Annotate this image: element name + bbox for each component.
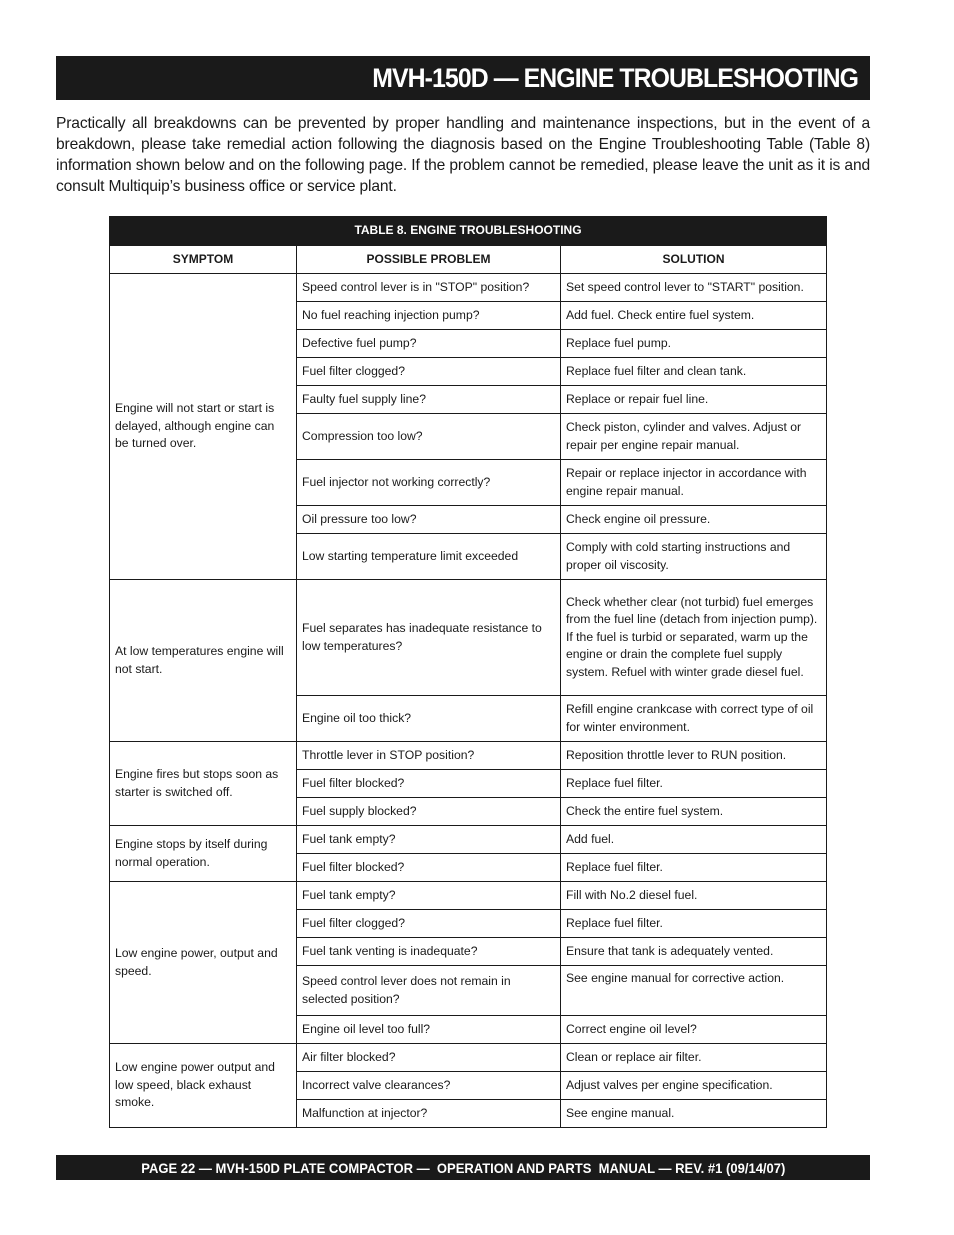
problem-cell: Engine oil level too full?: [297, 1016, 561, 1044]
problem-cell: Fuel filter blocked?: [297, 854, 561, 882]
problem-cell: Fuel tank empty?: [297, 882, 561, 910]
column-header-solution: SOLUTION: [561, 246, 827, 274]
solution-cell: Repair or replace injector in accordance with engine repair manual.: [561, 460, 827, 506]
problem-cell: Fuel tank venting is inadequate?: [297, 938, 561, 966]
problem-cell: Fuel filter clogged?: [297, 358, 561, 386]
solution-cell: Ensure that tank is adequately vented.: [561, 938, 827, 966]
problem-cell: Malfunction at injector?: [297, 1100, 561, 1128]
solution-cell: Fill with No.2 diesel fuel.: [561, 882, 827, 910]
problem-cell: Fuel injector not working correctly?: [297, 460, 561, 506]
solution-cell: Replace fuel filter.: [561, 910, 827, 938]
problem-cell: Air filter blocked?: [297, 1044, 561, 1072]
solution-cell: Refill engine crankcase with correct type of oil for winter environment.: [561, 696, 827, 742]
problem-cell: Speed control lever is in "STOP" position?: [297, 274, 561, 302]
solution-cell: See engine manual.: [561, 1100, 827, 1128]
solution-cell: Set speed control lever to "START" position.: [561, 274, 827, 302]
problem-cell: Defective fuel pump?: [297, 330, 561, 358]
symptom-cell: At low temperatures engine will not start.: [110, 580, 297, 742]
problem-cell: Speed control lever does not remain in selected position?: [297, 966, 561, 1016]
solution-cell: Check whether clear (not turbid) fuel emerges from the fuel line (detach from injection pump). If the fuel is turbid or separated, warm up the engine or drain the complete fuel supply system. Refuel with winter grade diesel fuel.: [561, 580, 827, 696]
problem-cell: Compression too low?: [297, 414, 561, 460]
symptom-cell: Engine stops by itself during normal operation.: [110, 826, 297, 882]
solution-cell: Add fuel. Check entire fuel system.: [561, 302, 827, 330]
symptom-cell: Low engine power, output and speed.: [110, 882, 297, 1044]
table-row: [110, 742, 827, 770]
solution-cell: Check engine oil pressure.: [561, 506, 827, 534]
table-row: [110, 882, 827, 910]
solution-cell: Replace fuel pump.: [561, 330, 827, 358]
solution-cell: Check the entire fuel system.: [561, 798, 827, 826]
problem-cell: Fuel filter clogged?: [297, 910, 561, 938]
symptom-cell: Engine will not start or start is delayed, although engine can be turned over.: [110, 274, 297, 580]
column-header-possible-problem: POSSIBLE PROBLEM: [297, 246, 561, 274]
problem-cell: Oil pressure too low?: [297, 506, 561, 534]
problem-cell: Throttle lever in STOP position?: [297, 742, 561, 770]
troubleshooting-table: [109, 216, 827, 1128]
solution-cell: Replace fuel filter.: [561, 854, 827, 882]
table-row: [110, 826, 827, 854]
problem-cell: Low starting temperature limit exceeded: [297, 534, 561, 580]
column-header-symptom: SYMPTOM: [110, 246, 297, 274]
solution-cell: Replace fuel filter and clean tank.: [561, 358, 827, 386]
symptom-cell: Low engine power output and low speed, black exhaust smoke.: [110, 1044, 297, 1128]
solution-cell: Correct engine oil level?: [561, 1016, 827, 1044]
problem-cell: Fuel tank empty?: [297, 826, 561, 854]
solution-cell: See engine manual for corrective action.: [561, 966, 827, 1016]
solution-cell: Clean or replace air filter.: [561, 1044, 827, 1072]
page-title-bar: [56, 56, 870, 100]
table-row: [110, 580, 827, 696]
problem-cell: Faulty fuel supply line?: [297, 386, 561, 414]
solution-cell: Comply with cold starting instructions and proper oil viscosity.: [561, 534, 827, 580]
problem-cell: No fuel reaching injection pump?: [297, 302, 561, 330]
solution-cell: Reposition throttle lever to RUN position.: [561, 742, 827, 770]
solution-cell: Add fuel.: [561, 826, 827, 854]
page-footer-bar: [56, 1155, 870, 1180]
solution-cell: Adjust valves per engine specification.: [561, 1072, 827, 1100]
page-title: MVH-150D — ENGINE TROUBLESHOOTING: [372, 62, 858, 93]
solution-cell: Replace or repair fuel line.: [561, 386, 827, 414]
symptom-cell: Engine fires but stops soon as starter is switched off.: [110, 742, 297, 826]
table-row: [110, 1044, 827, 1072]
intro-paragraph: Practically all breakdowns can be prevented by proper handling and maintenance inspections, but in the event of a breakdown, please take remedial action following the diagnosis based on the Engine Troubleshooting Table (Table 8) information shown below and on the following page. If the problem cannot be remedied, please leave the unit as it is and consult Multiquip’s business office or service plant.: [56, 115, 870, 195]
problem-cell: Fuel separates has inadequate resistance to low temperatures?: [297, 580, 561, 696]
solution-cell: Check piston, cylinder and valves. Adjust or repair per engine repair manual.: [561, 414, 827, 460]
problem-cell: Fuel supply blocked?: [297, 798, 561, 826]
solution-cell: Replace fuel filter.: [561, 770, 827, 798]
table-row: [110, 274, 827, 302]
problem-cell: Fuel filter blocked?: [297, 770, 561, 798]
page-footer: PAGE 22 — MVH-150D PLATE COMPACTOR — OPERATION AND PARTS MANUAL — REV. #1 (09/14/07): [140, 1159, 786, 1176]
problem-cell: Engine oil too thick?: [297, 696, 561, 742]
table-caption: TABLE 8. ENGINE TROUBLESHOOTING: [110, 217, 827, 246]
problem-cell: Incorrect valve clearances?: [297, 1072, 561, 1100]
